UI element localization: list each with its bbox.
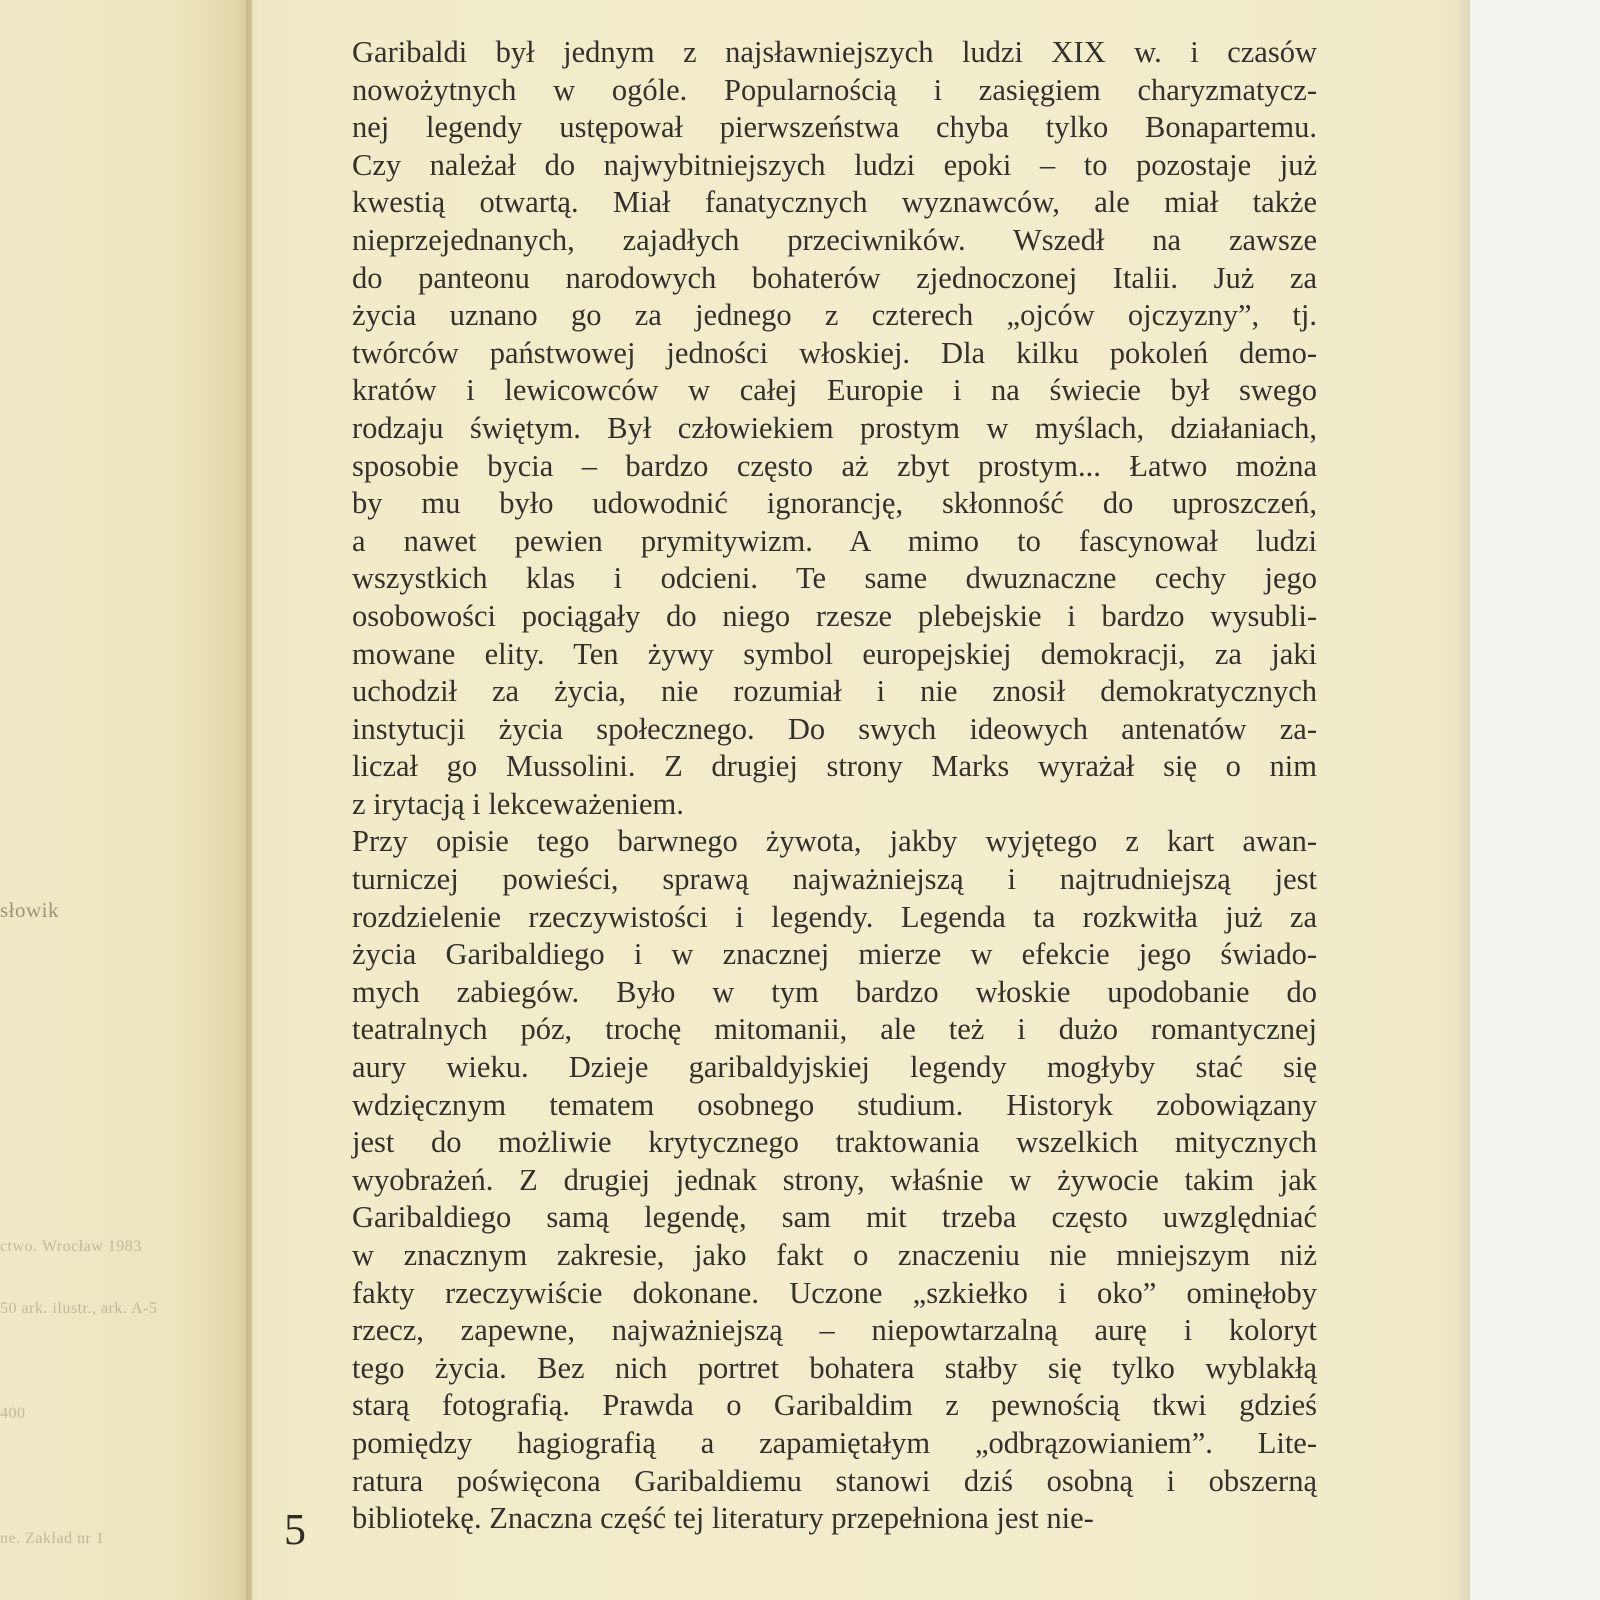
text-line: mych zabiegów. Było w tym bardzo włoskie upodobanie do bbox=[352, 974, 1317, 1009]
text-line: nieprzejednanych, zajadłych przeciwników. Wszedł na zawsze bbox=[352, 222, 1317, 257]
text-line: Przy opisie tego barwnego żywota, jakby wyjętego z kart awan- bbox=[352, 824, 1317, 859]
margin-note-printer: ne. Zakład nr 1 bbox=[0, 1530, 105, 1547]
text-line: a nawet pewien prymitywizm. A mimo to fascynował ludzi bbox=[352, 523, 1317, 558]
text-line: turniczej powieści, sprawą najważniejszą i najtrudniejszą jest bbox=[352, 862, 1317, 897]
text-line: fakty rzeczywiście dokonane. Uczone „szkiełko i oko” ominęłoby bbox=[352, 1275, 1317, 1310]
body-text bbox=[352, 34, 1317, 1538]
margin-note-print-run: 400 bbox=[0, 1405, 26, 1422]
book-gutter bbox=[246, 0, 260, 1600]
text-line: starą fotografią. Prawda o Garibaldim z pewnością tkwi gdzieś bbox=[352, 1388, 1317, 1423]
text-line: wyobrażeń. Z drugiej jednak strony, właśnie w żywocie takim jak bbox=[352, 1162, 1317, 1197]
text-line: aury wieku. Dzieje garibaldyjskiej legendy mogłyby stać się bbox=[352, 1050, 1317, 1085]
text-line: z irytacją i lekceważeniem. bbox=[352, 786, 684, 821]
page-edge bbox=[1440, 0, 1470, 1600]
text-line: życia uznano go za jednego z czterech „ojców ojczyzny”, tj. bbox=[352, 298, 1317, 333]
text-line: twórców państwowej jedności włoskiej. Dla kilku pokoleń demo- bbox=[352, 335, 1317, 370]
text-line: do panteonu narodowych bohaterów zjednoczonej Italii. Już za bbox=[352, 260, 1317, 295]
text-line: rodzaju świętym. Był człowiekiem prostym w myślach, działaniach, bbox=[352, 410, 1317, 445]
text-line: rzecz, zapewne, najważniejszą – niepowtarzalną aurę i koloryt bbox=[352, 1313, 1317, 1348]
text-line: bibliotekę. Znaczna część tej literatury przepełniona jest nie- bbox=[352, 1501, 1094, 1536]
text-line: sposobie bycia – bardzo często aż zbyt prostym... Łatwo można bbox=[352, 448, 1317, 483]
text-line: teatralnych póz, trochę mitomanii, ale też i dużo romantycznej bbox=[352, 1012, 1317, 1047]
margin-note-publisher: ctwo. Wrocław 1983 bbox=[0, 1238, 142, 1255]
text-line: Garibaldiego samą legendę, sam mit trzeba często uwzględniać bbox=[352, 1200, 1317, 1235]
text-line: w znacznym zakresie, jako fakt o znaczeniu nie mniejszym niż bbox=[352, 1238, 1317, 1272]
text-line: osobowości pociągały do niego rzesze plebejskie i bardzo wysubli- bbox=[352, 598, 1317, 633]
text-line: wdzięcznym tematem osobnego studium. Historyk zobowiązany bbox=[352, 1087, 1317, 1122]
margin-note-author: słowik bbox=[0, 898, 60, 922]
left-page bbox=[0, 0, 252, 1600]
text-line: kwestią otwartą. Miał fanatycznych wyznawców, ale miał także bbox=[352, 185, 1317, 220]
text-line: wszystkich klas i odcieni. Te same dwuznaczne cechy jego bbox=[352, 561, 1317, 596]
text-line: życia Garibaldiego i w znacznej mierze w efekcie jego świado- bbox=[352, 937, 1317, 972]
page-number: 5 bbox=[284, 1505, 306, 1554]
text-line: Garibaldi był jednym z najsławniejszych ludzi XIX w. i czasów bbox=[352, 35, 1317, 69]
text-line: liczał go Mussolini. Z drugiej strony Marks wyrażał się o nim bbox=[352, 749, 1317, 784]
text-line: mowane elity. Ten żywy symbol europejskiej demokracji, za jaki bbox=[352, 636, 1317, 671]
text-line: instytucji życia społecznego. Do swych ideowych antenatów za- bbox=[352, 711, 1317, 746]
text-line: tego życia. Bez nich portret bohatera stałby się tylko wyblakłą bbox=[352, 1350, 1317, 1385]
text-line: by mu było udowodnić ignorancję, skłonność do uproszczeń, bbox=[352, 486, 1317, 521]
text-line: pomiędzy hagiografią a zapamiętałym „odbrązowianiem”. Lite- bbox=[352, 1425, 1317, 1460]
text-line: nej legendy ustępował pierwszeństwa chyba tylko Bonapartemu. bbox=[352, 110, 1317, 145]
text-line: ratura poświęcona Garibaldiemu stanowi dziś osobną i obszerną bbox=[352, 1463, 1317, 1498]
text-line: uchodził za życia, nie rozumiał i nie znosił demokratycznych bbox=[352, 674, 1317, 709]
margin-note-sheets: 50 ark. ilustr., ark. A-5 bbox=[0, 1300, 158, 1317]
text-line: kratów i lewicowców w całej Europie i na świecie był swego bbox=[352, 373, 1317, 408]
text-line: Czy należał do najwybitniejszych ludzi epoki – to pozostaje już bbox=[352, 147, 1317, 182]
text-line: rozdzielenie rzeczywistości i legendy. Legenda ta rozkwitła już za bbox=[352, 899, 1317, 934]
text-line: nowożytnych w ogóle. Popularnością i zasięgiem charyzmatycz- bbox=[352, 72, 1317, 107]
text-line: jest do możliwie krytycznego traktowania wszelkich mitycznych bbox=[352, 1125, 1317, 1160]
